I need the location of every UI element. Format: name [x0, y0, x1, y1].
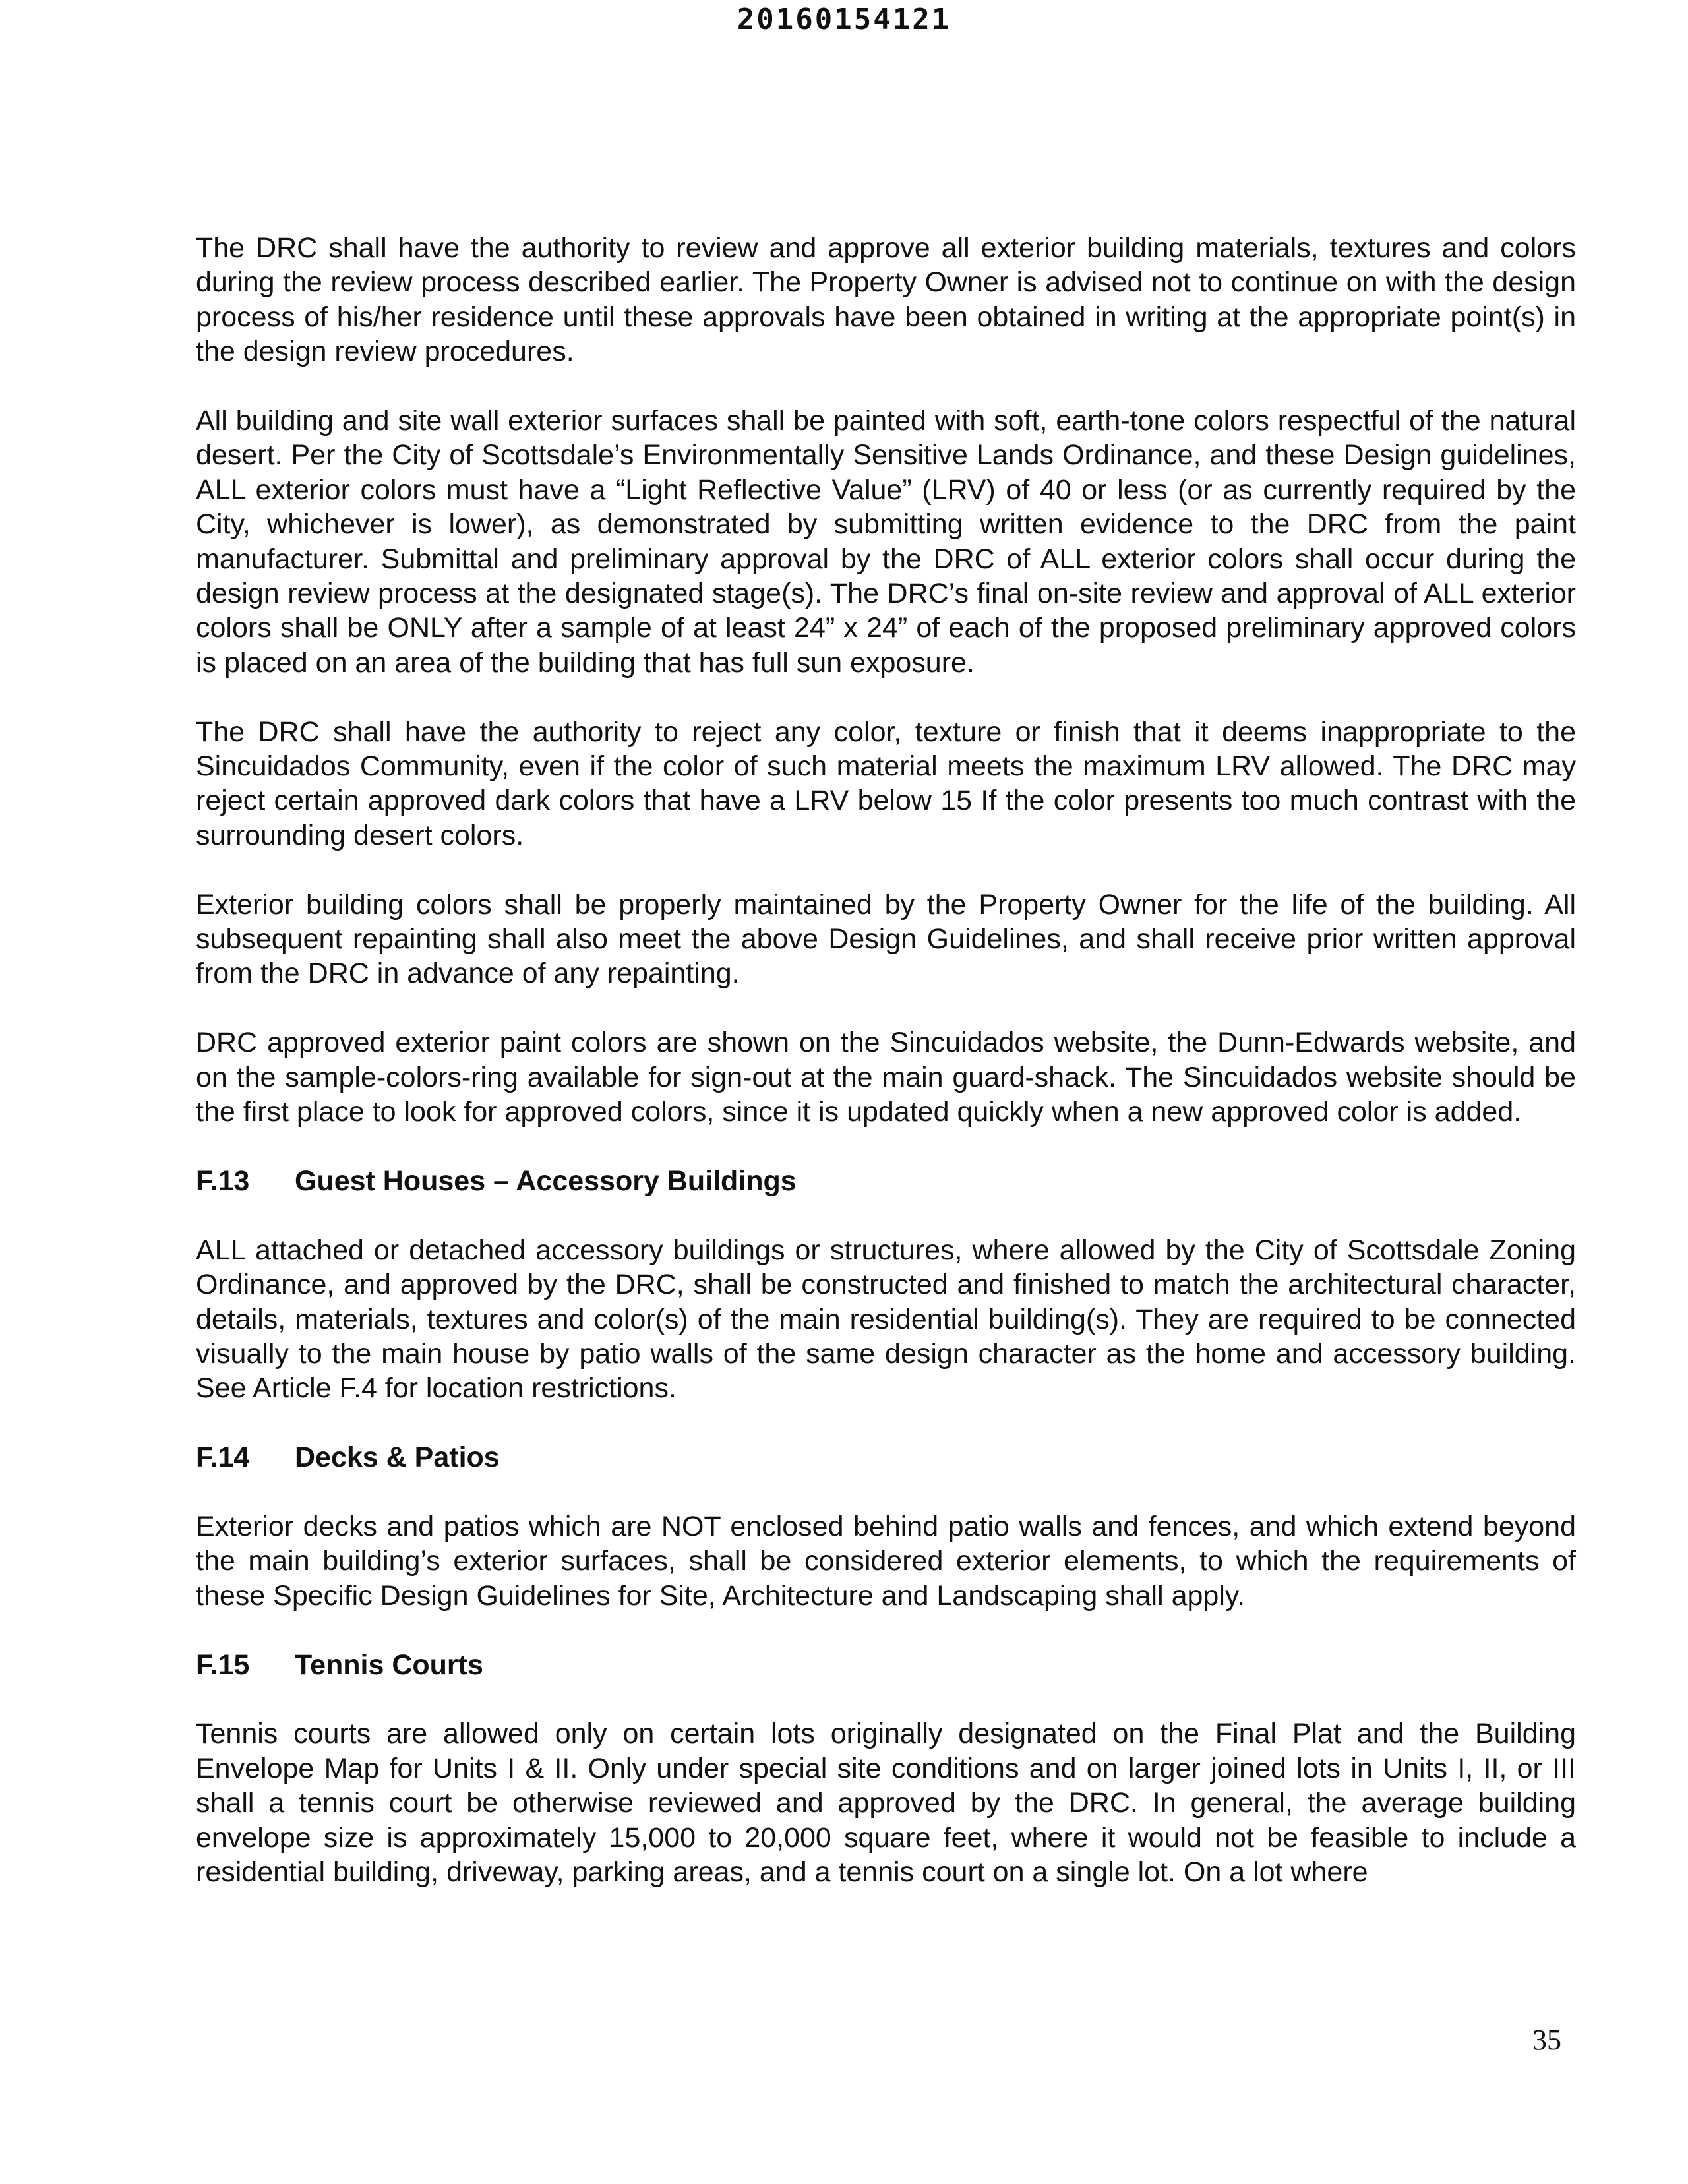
section-title: Tennis Courts	[295, 1649, 483, 1681]
paragraph-decks-patios: Exterior decks and patios which are NOT enclosed behind patio walls and fences, and which extend beyond the main building’s exterior surfaces, shall be considered exterior elements, to which the requirements of these Specific Design Guidelines for Site, Architecture and Landscaping shall apply.	[196, 1510, 1576, 1612]
paragraph-guest-houses: ALL attached or detached accessory buildings or structures, where allowed by the City of Scottsdale Zoning Ordinance, and approved by the DRC, shall be constructed and finished to match the architectural character, details, materials, textures and color(s) of the main residential building(s). They are required to be connected visually to the main house by patio walls of the same design character as the home and accessory building. See Article F.4 for location restrictions.	[196, 1234, 1576, 1405]
section-heading-f15	[196, 1648, 1576, 1682]
paragraph-tennis-courts: Tennis courts are allowed only on certain lots originally designated on the Final Plat and the Building Envelope Map for Units I & II. Only under special site conditions and on larger joined lots in Units I, II, or III shall a tennis court be otherwise reviewed and approved by the DRC. In general, the average building envelope size is approximately 15,000 to 20,000 square feet, where it would not be feasible to include a residential building, driveway, parking areas, and a tennis court on a single lot. On a lot where	[196, 1718, 1576, 1888]
section-title: Decks & Patios	[295, 1441, 500, 1474]
paragraph-materials-review: The DRC shall have the authority to review and approve all exterior building materials, textures and colors during the review process described earlier. The Property Owner is advised not to continue on with the design process of his/her residence until these approvals have been obtained in writing at the appropriate point(s) in the design review procedures.	[196, 232, 1576, 368]
paragraph-approved-colors: DRC approved exterior paint colors are shown on the Sincuidados website, the Dunn-Edwards website, and on the sample-colors-ring available for sign-out at the main guard-shack. The Sincuidados website should be the first place to look for approved colors, since it is updated quickly when a new approved color is added.	[196, 1027, 1576, 1128]
section-number: F.15	[196, 1649, 250, 1681]
page-number: 35	[1532, 2024, 1561, 2056]
page-body	[196, 231, 1576, 1924]
section-number: F.14	[196, 1441, 250, 1474]
section-heading-f14	[196, 1440, 1576, 1474]
section-number: F.13	[196, 1165, 250, 1197]
section-heading-f13	[196, 1164, 1576, 1198]
section-title: Guest Houses – Accessory Buildings	[295, 1165, 797, 1197]
paragraph-exterior-colors: All building and site wall exterior surfaces shall be painted with soft, earth-tone colors respectful of the natural desert. Per the City of Scottsdale’s Environmentally Sensitive Lands Ordinance, and these Design guidelines, ALL exterior colors must have a “Light Reflective Value” (LRV) of 40 or less (or as currently required by the City, whichever is lower), as demonstrated by submitting written evidence to the DRC from the paint manufacturer. Submittal and preliminary approval by the DRC of ALL exterior colors shall occur during the design review process at the designated stage(s). The DRC’s final on-site review and approval of ALL exterior colors shall be ONLY after a sample of at least 24” x 24” of each of the proposed preliminary approved colors is placed on an area of the building that has full sun exposure.	[196, 405, 1576, 679]
document-number: 20160154121	[737, 3, 951, 36]
paragraph-reject-colors: The DRC shall have the authority to reject any color, texture or finish that it deems inappropriate to the Sincuidados Community, even if the color of such material meets the maximum LRV allowed. The DRC may reject certain approved dark colors that have a LRV below 15 If the color presents too much contrast with the surrounding desert colors.	[196, 715, 1576, 851]
paragraph-color-maintenance: Exterior building colors shall be properly maintained by the Property Owner for the life of the building. All subsequent repainting shall also meet the above Design Guidelines, and shall receive prior written approval from the DRC in advance of any repainting.	[196, 888, 1576, 990]
